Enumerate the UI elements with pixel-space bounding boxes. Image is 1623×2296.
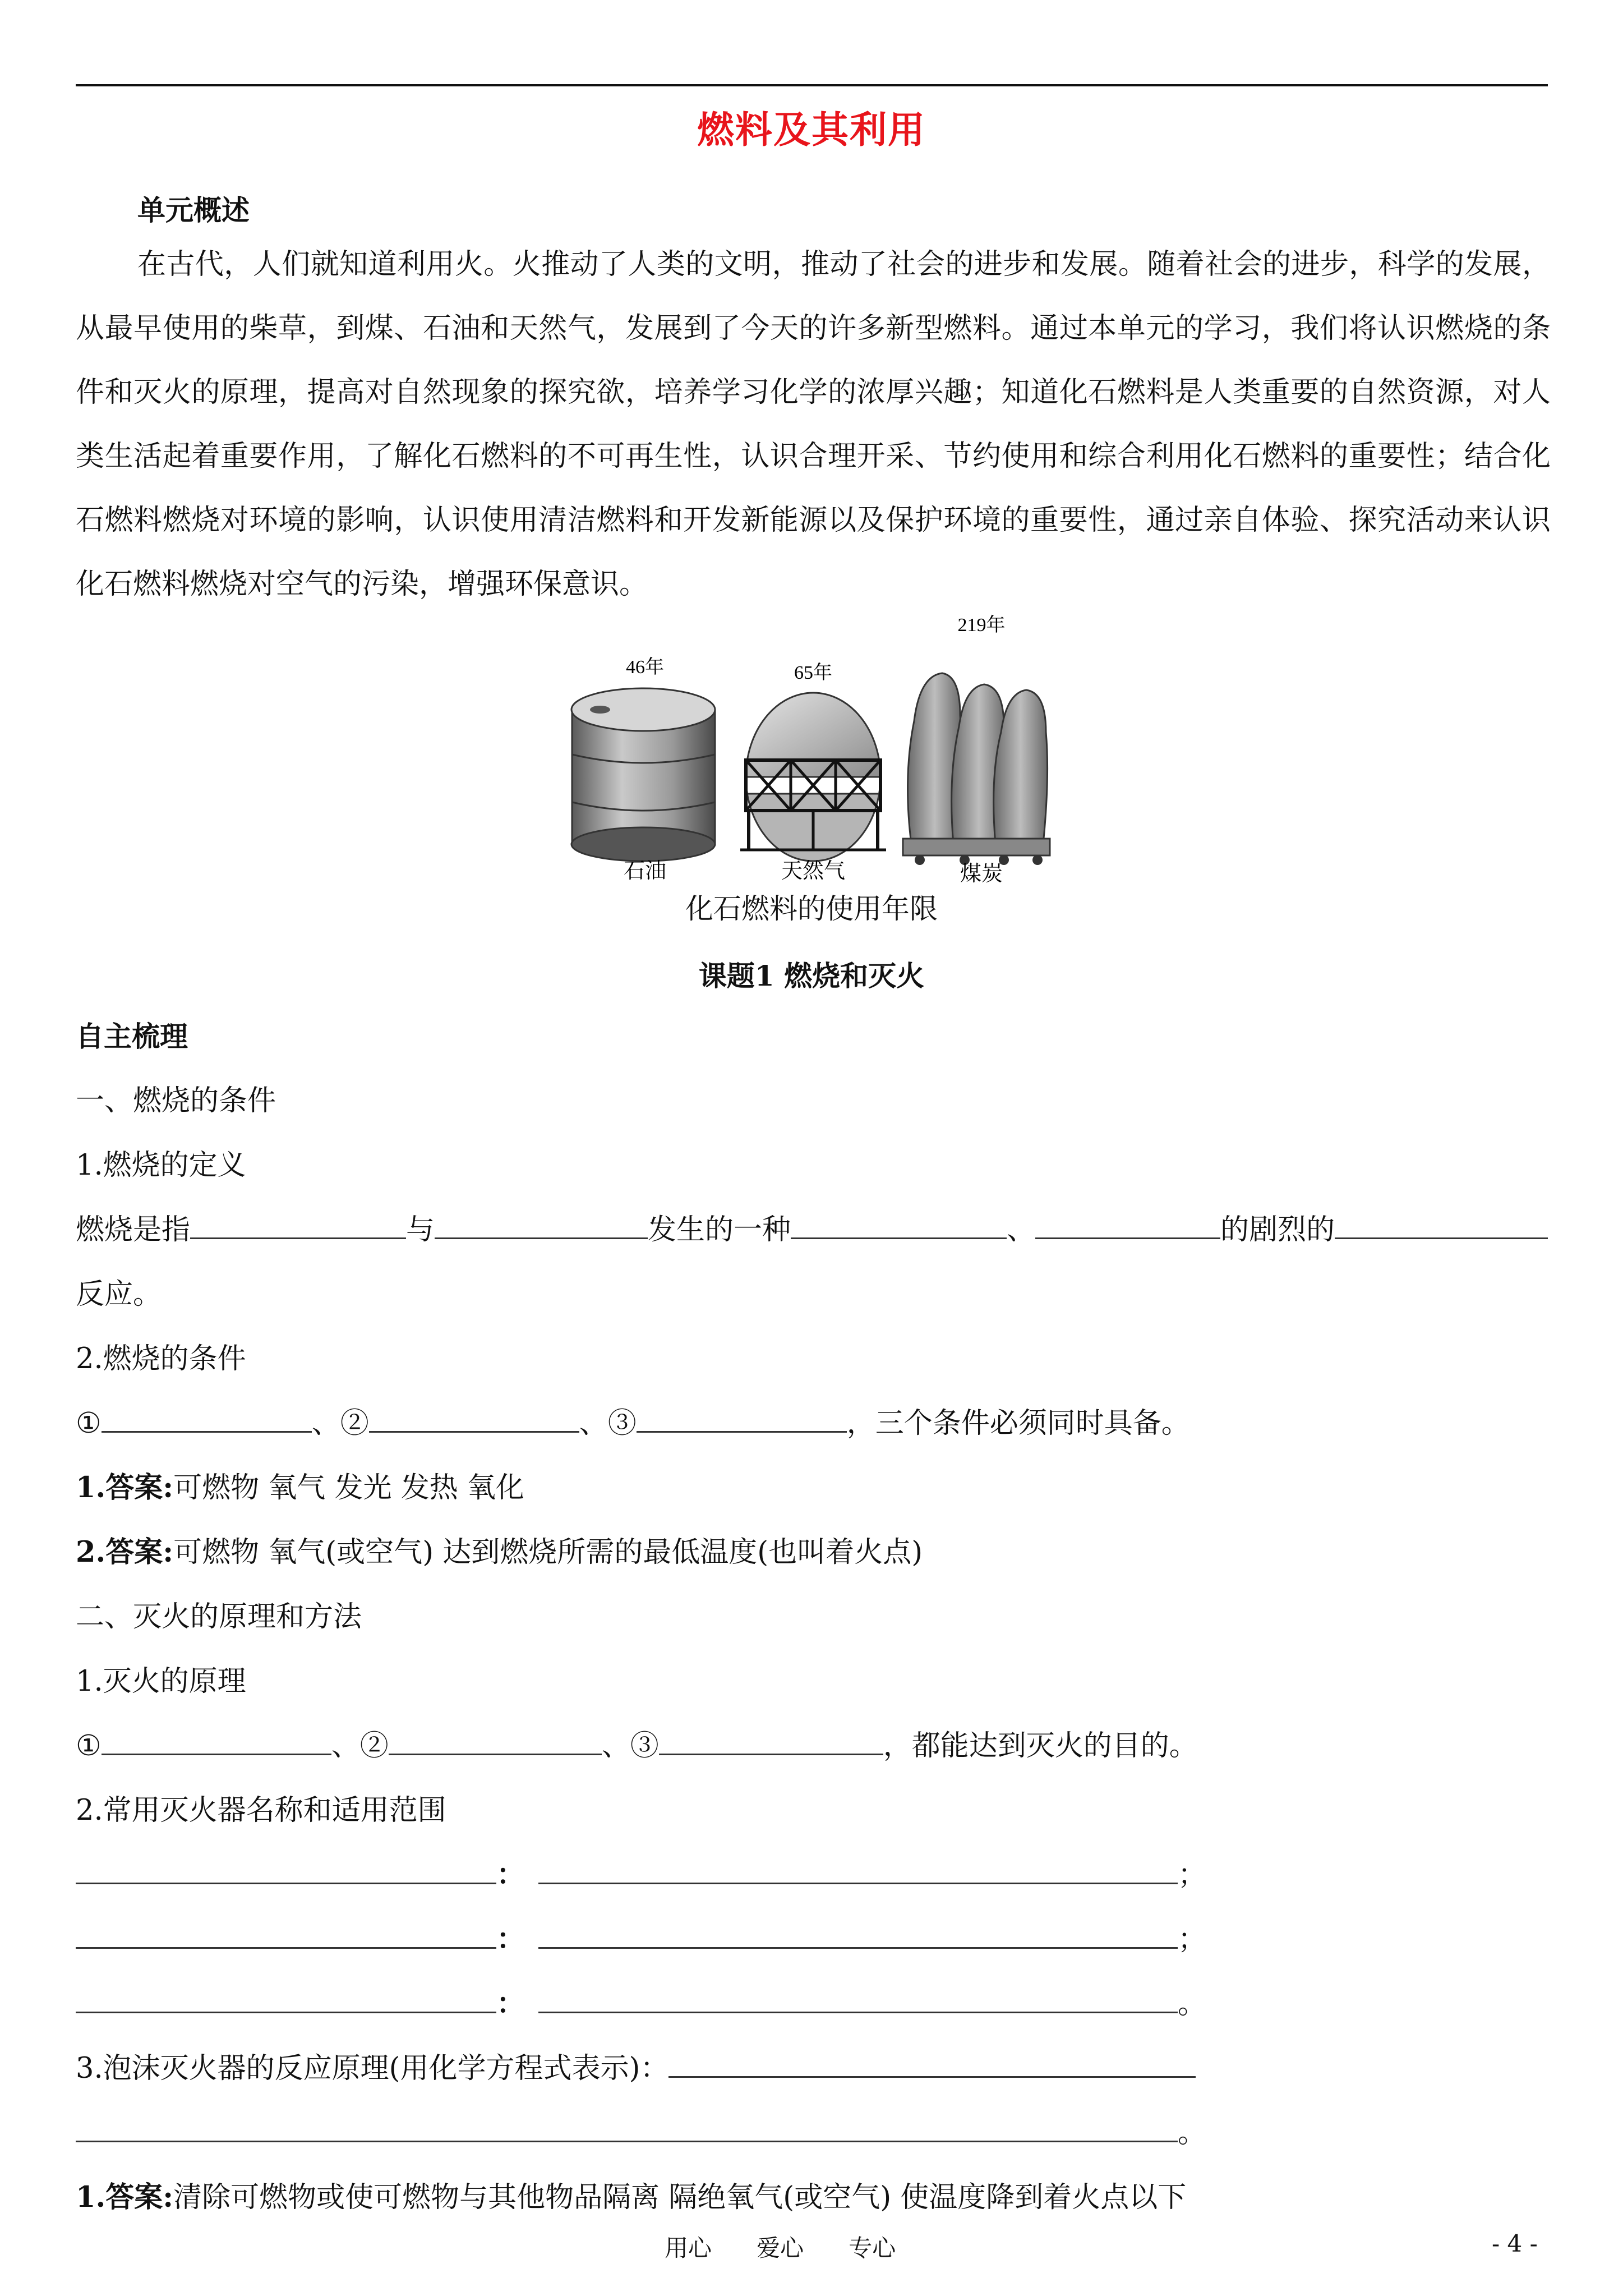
section2-heading: 二、灭火的原理和方法 xyxy=(76,1600,362,1634)
fill-blank[interactable] xyxy=(76,1858,496,1884)
oil-name-label: 石油 xyxy=(623,859,667,883)
fill-blank[interactable] xyxy=(76,2116,1178,2142)
fill-blank[interactable] xyxy=(102,1406,312,1433)
fill-blank[interactable] xyxy=(76,1922,496,1949)
gas-tank-illustration xyxy=(740,693,886,861)
answer-2: 2.答案:可燃物 氧气(或空气) 达到燃烧所需的最低温度(也叫着火点) xyxy=(76,1535,923,1569)
section2-item2: 2.常用灭火器名称和适用范围 xyxy=(76,1794,446,1827)
oil-years-label: 46年 xyxy=(626,657,664,678)
fill-blank[interactable] xyxy=(435,1213,648,1239)
fill-blank[interactable] xyxy=(1335,1213,1548,1239)
fill-blank[interactable] xyxy=(637,1406,847,1433)
coal-piles-illustration xyxy=(903,673,1050,865)
fill-blank[interactable] xyxy=(538,1858,1178,1884)
coal-years-label: 219年 xyxy=(957,615,1006,636)
definition-end: 反应。 xyxy=(76,1278,162,1311)
overview-paragraph: 在古代，人们就知道利用火。火推动了人类的文明，推动了社会的进步和发展。随着社会的进步，科学的发展，从最早使用的柴草，到煤、石油和天然气，发展到了今天的许多新型燃料。通过本单元的学习，我们将认识燃烧的条件和灭火的原理，提高对自然现象的探究欲，培养学习化学的浓厚兴趣；知道化石燃料是人类重要的自然资源，对人类生活起着重要作用，了解化石燃料的不可再生性，认识合理开采、节约使用和综合利用化石燃料的重要性；结合化石燃料燃烧对环境的影响，认识使用清洁燃料和开发新能源以及保护环境的重要性，通过亲自体验、探究活动来认识化石燃料燃烧对空气的污染，增强环保意识。 xyxy=(76,248,1551,601)
figure-caption: 化石燃料的使用年限 xyxy=(685,892,938,925)
footer-motto: 用心 爱心 专心 xyxy=(665,2234,896,2262)
extinguisher-row: ： ； xyxy=(76,1851,1206,1893)
extinguisher-row: ： ； xyxy=(76,1916,1206,1957)
fill-blank[interactable] xyxy=(389,1729,602,1755)
page-title: 燃料及其利用 xyxy=(697,108,926,151)
section2-item1: 1.灭火的原理 xyxy=(76,1665,246,1698)
gas-name-label: 天然气 xyxy=(781,859,846,883)
conditions-line: ① 、② 、③ ，三个条件必须同时具备。 xyxy=(76,1407,1190,1440)
overview-heading: 单元概述 xyxy=(137,194,250,227)
foam-extinguisher-line-2: 。 xyxy=(76,2109,1206,2151)
coal-name-label: 煤炭 xyxy=(960,862,1003,886)
fill-blank[interactable] xyxy=(76,1987,496,2013)
fossil-fuel-figure xyxy=(561,609,1066,889)
section1-item1: 1.燃烧的定义 xyxy=(76,1149,246,1182)
fill-blank[interactable] xyxy=(791,1213,1007,1239)
fill-blank[interactable] xyxy=(668,2051,1196,2078)
answer-section2: 1.答案:清除可燃物或使可燃物与其他物品隔离 隔绝氧气(或空气) 使温度降到着火点以下 xyxy=(76,2180,1187,2214)
foam-extinguisher-line: 3.泡沫灭火器的反应原理(用化学方程式表示)： xyxy=(76,2045,1196,2086)
extinguisher-row: ： 。 xyxy=(76,1980,1206,2022)
fill-blank[interactable] xyxy=(102,1729,331,1755)
page-number: - 4 - xyxy=(1492,2230,1538,2257)
gas-years-label: 65年 xyxy=(794,662,832,683)
section1-heading: 一、燃烧的条件 xyxy=(76,1084,276,1117)
principles-line: ① 、② 、③ ，都能达到灭火的目的。 xyxy=(76,1729,1198,1763)
fill-blank[interactable] xyxy=(538,1987,1178,2013)
answer-1: 1.答案:可燃物 氧气 发光 发热 氧化 xyxy=(76,1471,524,1504)
fill-blank[interactable] xyxy=(369,1406,579,1433)
self-study-heading: 自主梳理 xyxy=(76,1020,188,1053)
lesson-title: 课题1 燃烧和灭火 xyxy=(698,959,925,992)
fill-blank[interactable] xyxy=(538,1922,1178,1949)
fill-blank[interactable] xyxy=(1035,1213,1220,1239)
definition-line: 燃烧是指 与 发生的一种 、 的剧烈的 xyxy=(76,1206,1548,1248)
fill-blank[interactable] xyxy=(190,1213,406,1239)
header-rule xyxy=(76,84,1548,86)
fill-blank[interactable] xyxy=(659,1729,883,1755)
oil-drum-illustration xyxy=(571,688,715,861)
section1-item2: 2.燃烧的条件 xyxy=(76,1342,246,1375)
